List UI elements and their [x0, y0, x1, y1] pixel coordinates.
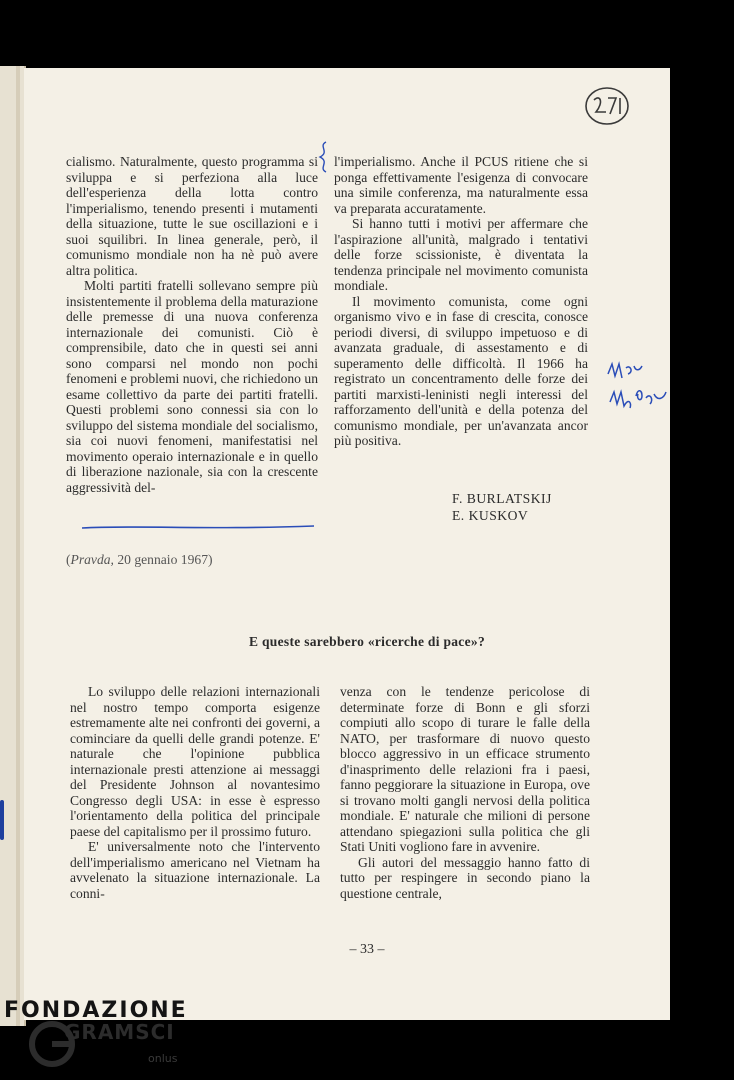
author-name: E. KUSKOV: [452, 508, 529, 523]
top-right-column: [334, 154, 588, 449]
ink-underline: [80, 522, 316, 532]
watermark-text: onlus: [148, 1052, 178, 1065]
article-title: E queste sarebbero «ricerche di pace»?: [249, 634, 485, 649]
paragraph: Lo sviluppo delle relazioni internazionali nel nostro tempo comporta esigenze estremamente alte nei confronti dei governi, a cominciare da quelli delle grandi potenze. E' naturale che l'opinione pubblica internazionale presti attenzione ai messaggi del Presidente Johnson al novantesimo Congresso degli USA: in esse è espresso l'orientamento della politica del principale paese del capitalismo per il prossimo futuro.: [70, 684, 320, 839]
top-left-column: [66, 154, 318, 495]
paragraph: cialismo. Naturalmente, questo programma si sviluppa e si perfeziona alla luce dell'esperienza della lotta contro l'imperialismo, tenendo presenti i mutamenti della situazione, tutte le sue oscillazioni e i suoi squilibri. In linea generale, però, il comunismo mondiale non ha nè può avere altra politica.: [66, 154, 318, 278]
blue-ink-mark: [0, 800, 4, 840]
paragraph: Gli autori del messaggio hanno fatto di tutto per respingere in secondo piano la questione centrale,: [340, 854, 590, 901]
stamp-page-counter: [582, 84, 632, 128]
paragraph: Il movimento comunista, come ogni organismo vivo e in fase di crescita, conosce periodi diversi, di sviluppo impetuoso e di avanzata graduale, di assestamento e di superamento delle difficoltà. Il 1966 ha registrato un concentramento delle forze dei partiti marxisti-leninisti negli interessi del rafforzamento dell'unità e della potenza del comunismo mondiale, per un'avanzata ancor più positiva.: [334, 293, 588, 448]
paragraph: Si hanno tutti i motivi per affermare che l'aspirazione all'unità, malgrado i tentativi delle forze scissioniste, è diventata la tendenza principale nel movimento comunista mondiale.: [334, 216, 588, 293]
source-citation: (Pravda, 20 gennaio 1967): [66, 552, 213, 567]
article-left-column: [70, 684, 320, 901]
previous-page-edge: [0, 66, 26, 1026]
source-year: 1967): [180, 552, 213, 567]
signature-block: [452, 490, 552, 524]
page-number: – 33 –: [349, 942, 385, 957]
paragraph: E' universalmente noto che l'intervento dell'imperialismo americano nel Vietnam ha avvelenato la situazione internazionale. La conni-: [70, 839, 320, 901]
watermark-text: GRAMSCI: [64, 1020, 175, 1044]
article-right-column: [340, 684, 590, 901]
paragraph: venza con le tendenze pericolose di determinate forze di Bonn e gli sforzi compiuti allo scopo di turare le falle della NATO, per trasformare di nuovo questo blocco aggressivo in un efficace strumento d'inasprimento delle relazioni fra i paesi, fanno peggiorare la situazione in Europa, ove si trovano molti gangli nervosi della politica mondiale. E' naturale che milioni di persone attendano spiegazioni sulla politica che gli Stati Uniti vogliono fare in avvenire.: [340, 684, 590, 854]
watermark-text: FONDAZIONE: [4, 998, 188, 1023]
source-paper: Pravda,: [70, 552, 114, 567]
handwritten-margin-note: [598, 356, 678, 426]
source-date: 20 gennaio: [117, 552, 178, 567]
paragraph: l'imperialismo. Anche il PCUS ritiene che si ponga effettivamente l'esigenza di convocare una simile conferenza, ma naturalmente essa va preparata accuratamente.: [334, 154, 588, 216]
author-name: F. BURLATSKIJ: [452, 491, 552, 506]
ink-brace: [312, 140, 336, 174]
paragraph: Molti partiti fratelli sollevano sempre più insistentemente il problema della maturazione delle premesse di una nuova conferenza internazionale dei comunisti. Ciò è comprensibile, dato che in questi sei anni sono comparsi nel mondo non pochi fenomeni e problemi nuovi, che richiedono un esame collettivo da parte dei partiti fratelli. Questi problemi sono connessi sia con lo sviluppo del sistema mondiale del socialismo, sia coi nuovi fenomeni, manifestatisi nel movimento operaio internazionale e in quello di liberazione nazionale, sia con la crescente aggressività del-: [66, 278, 318, 495]
